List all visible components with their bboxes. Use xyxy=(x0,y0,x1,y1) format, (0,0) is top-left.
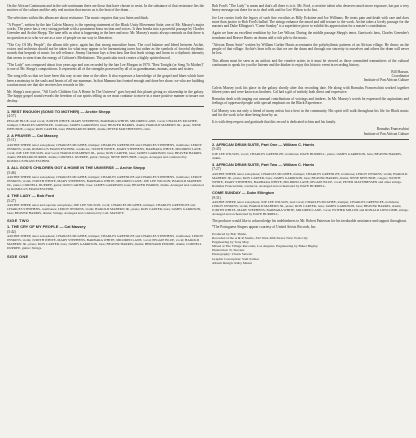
track-duration: (7:27) xyxy=(212,167,221,172)
notes-paragraph: "African Drum Suite" written by William Corbin Harris accentuates the polyrhythmic patterns of an African village. He draws on the people of that village. Archie's horn tells us that we are the drum and through our sincerity to ourselves and others the drum will never be lost. xyxy=(212,42,409,56)
notes-body-continued xyxy=(212,4,409,67)
notes-paragraph: Calvin Massey took his place in the galaxy shortly after this recording date. He along with Romulus Franceschini worked together fifteen years and were known as brothers. Cal had a gift of melody both direct and expressive. xyxy=(212,85,409,94)
track-entry xyxy=(212,163,409,188)
track-credits: ARCHIE SHEPP, tenor saxophone; CHARLES MCGHEE, trumpet; CHARLES GREENLEE and CHARLES STEPHENS, trombones; LEROY JENKINS, violin; JUDITH WHITE, MARY STEPHENS, BARBARA WHITE, MILDRED LANE, vocal; PEGGIE BLUE, vocal; HAROLD MABERN JR., piano; RON CARTER, bass; JAMES GARRISON, bass; BEAVER HARRIS, drums; BERNARD PURDIE, drums; CORNELL DUPREE, guitar; Strings. xyxy=(7,234,204,251)
track-credits: PEGGIE BLUE, lead vocal; JUDITH WHITE, MARY STEPHENS, BARBARA WHITE, MILDRED LANE, vocal; CHARLES MCGHEE, trumpet; CHARLES GREENLEE, trombone; JAMES GARRISON, bass; BEAVER HARRIS, drums; HAROLD MABERN JR., piano; NENE DEFUNDE, congas; RON CARTER, bass; BERNARD PURDIE, drums; PETER MATTHIESSEN, cello. xyxy=(7,118,202,131)
track-entry xyxy=(7,225,204,250)
track-credits: ARCHIE SHEPP, tenor saxophone; CHARLES MCGHEE, trumpet; CHARLES GREENLEE and CHARLES STEPHENS, trombone; LEROY JENKINS, violin; JUDITH WHITE, MARY STEPHENS, BARBARA WHITE, MILDRED LANE; JOE LEE WILSON; HAROLD MABERN JR., piano; CORNELL DUPREE, guitar; RON CARTER, bass; JAMES GARRISON, bass; BEAVER HARRIS, drums. Arranged and conducted by ROMULUS FRANCESCHINI. xyxy=(7,174,204,192)
notes-paragraph: Bob Ford's "The Lady" is mean and that's all there is to it. Mr. Ford, a creative talent who deserves much more exposure, has put a very heavy message out there for us to deal with and for Lee Wilson to do last. xyxy=(212,4,409,13)
track-credits: ARCHIE SHEPP, tenor and soprano saxophone; JOE LEE WILSON, vocal; CHARLES MCGHEE, trumpet; CHARLES GREENLEE and CHARLES STEPHENS, trombones; LEROY JENKINS, violin; HAROLD MABERN JR., piano; RON CARTER, bass; JAMES GARRISON, bass; BEAVER HARRIS, drums; Strings. Arranged and conducted by CAL MASSEY. xyxy=(7,203,202,216)
production-line: Illustration: N. Stevens xyxy=(212,248,245,253)
track-duration: (4:57) xyxy=(7,114,16,119)
track-title: 3. AFRICAN DRUM SUITE, Part Two — William C. Harris xyxy=(212,161,315,167)
notes-paragraph: "A Prayer", written by the late Calvin Massey, is the opening statement of the Black Unity Movement Suite, one of Mr. Massey's major works. The piece has a very strong prelude with a prominent brass section and voices. It then breaks into a powerful passage by Charles Greenlee and Archie Shepp. The tune tells us what is happening in the here and now. Mr. Massey's music always reminds us that there is no question as to who we are as a race of people on our way to liberation. xyxy=(7,22,204,40)
track-title: 4. THE LADY — Bob Ford xyxy=(7,193,55,199)
side-one-tracklist xyxy=(7,110,204,216)
track-credits: ARCHIE SHEPP, tenor saxophone; JOE LEE WILSON, lead vocal; CHARLES MCGHEE, trumpet; CHARLES GREENLEE, trombone; LEROY JENKINS, violin; HAROLD MABERN JR., piano; RON CARTER, bass; JAMES GARRISON, bass; BEAVER HARRIS, drums; JUDITH WHITE, MARY STEPHENS, BARBARA WHITE, MILDRED LANE, vocal; ESTHER MILLER and RONALD LIPSCOMB, strings. Arranged and orchestrated by DAVE BURRELL. xyxy=(212,199,409,216)
notes-paragraph: The song tells us that we have been this way at one time or the other. It also expresses a knowledge of the gospel and blues which have been a mainstay in the souls and hearts of all our mammas. In that Mamma has fronted enough and done her share, we who are building a nation must see that she receives her rewards in life. xyxy=(7,74,204,87)
production-line: Photography: Chuck Stewart xyxy=(212,252,253,257)
signature-org: Institute of Pan African Culture xyxy=(363,78,409,83)
left-column xyxy=(7,4,204,438)
notes-paragraph: "The Cry Of My People", the album title piece, again has that strong masculine brass. The cool balance and blend between Archie, voices and orchestra should not be taken for what may appear to be harmonizing tones but rather as the symbols of forceful rhythmic sounds that bespeak of music for self reliance. Jimmy Garrison lays a firm bass line that leads strings and horns to a rhythmic intensity that seems to stem from the energy of Coltrane's Meditations. This particular track creates a highly spirited mood. xyxy=(7,42,204,60)
track-duration: (5:27) xyxy=(7,198,16,203)
track-title: 3. ALL GOD'S CHILDREN GOT A HOME IN THE UNIVERSE — Archie Shepp xyxy=(7,165,145,171)
production-line: Album Design: Ruby Mazur xyxy=(212,260,252,265)
signature-role: Coordinator xyxy=(391,74,409,79)
signature-role: Institute of Pan African Culture xyxy=(363,131,409,136)
signature-block xyxy=(212,127,409,135)
notes-body xyxy=(7,4,204,103)
divider xyxy=(7,106,204,107)
right-column xyxy=(212,4,409,438)
track-entry xyxy=(212,191,409,216)
track-duration: (9:31) xyxy=(212,195,221,200)
notes-paragraph: Romulus dealt with singing out unusual contributions of voicings and timbres. In Mr. Massey's words he expressed the aspirations and feelings of oppressed people with special emphasis on the Black Experience. xyxy=(212,97,409,106)
track-entry xyxy=(7,110,204,131)
notes-paragraph: Again we hear an excellent rendition by Joe Lee Wilson. During the middle passage Shepp's tenor, Garrison's bass, Charles Greenlee's trombone and Beaver Harris on drums add a rich pile to the music. xyxy=(212,31,409,40)
track-duration: (5:11) xyxy=(7,138,16,143)
track-entry xyxy=(7,134,204,163)
track-title: COME SUNDAY — Duke Ellington xyxy=(212,189,275,195)
track-duration: (5:46) xyxy=(7,170,16,175)
side-two-heading: SIDE TWO xyxy=(7,218,30,224)
side-one-heading: SIDE ONE xyxy=(7,253,29,259)
notes-paragraph: On the African Continuum and in the sub-continuum there are those that have chosen to resist. In the substance of that resistance lies the motives of the culture and the only real motion that moves us is the beat of the drum . . . xyxy=(7,4,204,13)
track-title: 2. AFRICAN DRUM SUITE, Part One — William C. Harris xyxy=(212,141,315,147)
track-duration: (5:42) xyxy=(7,229,16,234)
track-entry xyxy=(7,194,204,215)
dedication-notes xyxy=(212,86,409,125)
notes-paragraph: Mr. Shepp's next piece, "All God's Children Got A Home In The Universe" goes beyond this planet giving us citizenship in the galaxy. The happy gospel sound reveals the freedom of our spirits telling us we must continue to move in a more positive manner to insure our destiny. xyxy=(7,90,204,103)
track-title: 1. THE CRY OF MY PEOPLE — Cal Massey xyxy=(7,224,86,230)
production-credits xyxy=(212,219,409,265)
signature-name: Romulus Franceschini xyxy=(376,127,409,132)
production-line: Graphic Conception: Sam Saltzer xyxy=(212,256,259,261)
track-title: 1. REST ENOUGH (SONG TO MOTHER) — Archie Shepp xyxy=(7,108,111,114)
notes-paragraph: This album must be seen as an artifact and the creative artists in it must be viewed as those committed transmitters of the cultural continuum to speak for you the listener and the thinker to enjoy this historic event in recording history. xyxy=(212,58,409,67)
production-line: The producer would like to acknowledge his indebtedness to Mr. Robert Patterson for his invaluable assistance and support throughout. xyxy=(212,219,407,224)
track-entry xyxy=(212,143,409,160)
notes-paragraph: Joe Lee carries forth the legacy of such fine vocalists as Billy Eckstine and Joe Williams. He treats pain and death with care and does more than justice to Bob Ford's ballad. The strings enhance the mood and add texture to the work. Archie takes a lovely passage for the masters and Duke Ellington's "Come Sunday" is a superlative piece to exhibit his appreciation for a master's contribution. xyxy=(212,15,409,28)
production-line: Engineering by Tony May. xyxy=(212,239,250,244)
divider xyxy=(212,139,409,140)
notes-paragraph: It is with deep respect and gratitude that this record is dedicated to him and his family. xyxy=(212,120,337,125)
production-line: Mixed at The Village Recorder, Los Angeles. Engineering by Baker Bigsby. xyxy=(212,244,319,249)
signature-name: Bill Hasson, xyxy=(391,70,409,74)
notes-paragraph: The selections within this album are about resistance. The music requires that you listen and think. xyxy=(7,15,149,20)
notes-paragraph: Cal Massey was not only a friend of many artists but a hero in the community. His spirit will walk throughout his life for Black music and for the work to be done being done by us. xyxy=(212,108,409,117)
track-credits: JOE LEE WILSON, vocal; CHARLES GREENLEE, trombone; DAVE BURRELL, piano; JAMES GARRISON, bass; BEAVER HARRIS, drums. xyxy=(212,151,402,160)
notes-paragraph: "The Lady" was composed about four years ago and was recorded by the late Lee Morgan in 1970. "Rest Tonight (or Song To Mother)" is one of Mr. Shepp's compositions. It represents all of the strengths possessed by all of us grandmamas, mamas, aunts and sisters. xyxy=(7,62,204,71)
track-credits: ARCHIE SHEPP, tenor saxophone; CHARLES MCGHEE, trumpet; CHARLES GREENLEE, trombone; LEROY JENKINS, violin; HAROLD MABERN JR., piano; RON CARTER, bass; JAMES GARRISON, bass; BEAVER HARRIS, drums; NENE DEFUNDE, congas; JUDITH WHITE, MARY STEPHENS, BARBARA WHITE, MILDRED LANE, PEGGIE BLUE, vocal; PETER MATTHIESSEN and other strings. Romulus Franceschini, conductor. Arranged and orchestrated by DAVE BURRELL. xyxy=(212,171,408,188)
track-duration: (5:45) xyxy=(212,147,221,152)
track-entry xyxy=(7,166,204,191)
track-credits: ARCHIE SHEPP, tenor saxophone; CHARLES MCGHEE, trumpet; CHARLES GREENLEE and CHARLES STEPHENS, trombone; LEROY JENKINS, violin; ROMULUS FRANCESCHINI, conductor; JUDITH WHITE, MARY STEPHENS, BARBARA WHITE, MILDRED LANE, vocal; JOE LEE WILSON, lead vocal; HAROLD MABERN JR., piano; RON CARTER, bass; JAMES GARRISON, bass; BEAVER HARRIS, drums; BERNARD PURDIE, drums; CORNELL DUPREE, guitar; Strings; NENE DEFUNDE, congas. Arranged and conducted by ROMULUS FRANCESCHINI. xyxy=(7,142,203,163)
side-two-tracklist xyxy=(212,143,409,216)
production-line: Recorded at the A & R Studio, 322 West 48th Street, New York City. xyxy=(212,235,309,240)
production-line: Produced by Bob Thiele. xyxy=(212,231,247,236)
production-line: *The Portuguese Singers appear courtesy of United Artists Records, Inc. xyxy=(212,225,317,230)
track-title: 2. A PRAYER — Cal Massey xyxy=(7,132,59,138)
signature-block xyxy=(212,70,409,83)
